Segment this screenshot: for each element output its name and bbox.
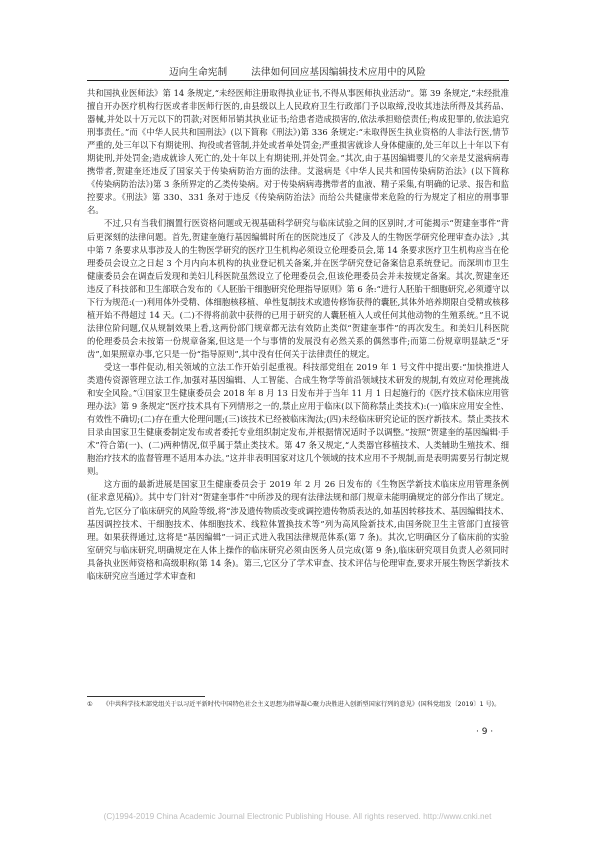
copyright-watermark: (C)1994-2019 China Academic Journal Electronic Publishing House. All rights reserved. http://www.cnki.net: [103, 812, 492, 821]
paragraph-1: 共和国执业医师法》第 14 条规定,“未经医师注册取得执业证书,不得从事医师执业活动”。第 39 条规定,“未经批准擅自开办医疗机构行医或者非医师行医的,由县级以上人民政府卫生行政部门予以取缔,没收其违法所得及其药品、器械,并处以十万元以下的罚款;对医师吊销其执业证书;给患者造成损害的,依法承担赔偿责任;构成犯罪的,依法追究刑事责任。”而《中华人民共和国刑法》(以下简称《刑法》)第 336 条规定:“未取得医生执业资格的人非法行医,情节严重的,处三年以下有期徒刑、拘役或者管制,并处或者单处罚金;严重损害就诊人身体健康的,处三年以上十年以下有期徒刑,并处罚金;造成就诊人死亡的,处十年以上有期徒刑,并处罚金。”其次,由于基因编辑婴儿的父亲是艾滋病病毒携带者,贺建奎还违反了国家关于传染病防治方面的法律。艾滋病是《中华人民共和国传染病防治法》(以下简称《传染病防治法》)第 3 条所界定的乙类传染病。对于传染病病毒携带者的血液、精子采集,有明确的记录、报告和监控要求。《刑法》第 330、331 条对于违反《传染病防治法》而给公共健康带来危险的行为规定了相应的刑事罪名。: [87, 88, 509, 216]
header-author: 迈向生命宪制: [169, 67, 228, 78]
page-number: · 9 ·: [476, 727, 494, 737]
footnote: [87, 700, 509, 711]
paragraph-3: 受这一事件促动,相关领域的立法工作开始引起重视。科技部党组在 2019 年 1 号文件中提出要:“加快推进人类遗传资源管理立法工作,加强对基因编辑、人工智能、合成生物学等前沿领域技术研发的规制,有效应对伦理挑战和安全风险。”①国家卫生健康委员会 2018 年 8 月 13 日发布并于当年 11 月 1 日起施行的《医疗技术临床应用管理办法》第 9 条规定“医疗技术具有下列情形之一的,禁止应用于临床(以下简称禁止类技术):(一)临床应用安全性、有效性不确切;(二)存在重大伦理问题;(三)该技术已经被临床淘汰;(四)未经临床研究论证的医疗新技术。禁止类技术目录由国家卫生健康委制定发布或者委托专业组织制定发布,并根据情况适时予以调整。”按照“贺建奎的基因编辑·手术”符合第(一)、(二)两种情况,似乎属于禁止类技术。第 47 条又规定,“人类器官移植技术、人类辅助生殖技术、细胞治疗技术的监督管理不适用本办法。”这并非表明国家对这几个领域的技术应用不予规制,而是表明需要另行制定规则。: [87, 361, 509, 477]
running-header: [0, 64, 595, 78]
header-rule: [87, 80, 509, 81]
footnote-rule: [87, 696, 205, 697]
footnote-marker: ①: [87, 701, 93, 708]
footnote-text: 《中共科学技术部党组关于以习近平新时代中国特色社会主义思想为指导凝心聚力决胜进入创新型国家行列的意见》(国科党组发〔2019〕1 号)。: [102, 701, 501, 708]
header-title: 法律如何回应基因编辑技术应用中的风险: [251, 67, 426, 78]
paragraph-2: 不过,只有当我们搁置行医资格问题或无视基础科学研究与临床试验之间的区别时,才可能揭示“贺建奎事件”背后更深刻的法律问题。首先,贺建奎施行基因编辑时所在的医院违反了《涉及人的生物医学研究伦理审查办法》,其中第 7 条要求从事涉及人的生物医学研究的医疗卫生机构必须设立伦理委员会,第 14 条要求医疗卫生机构应当在伦理委员会设立之日起 3 个月内向本机构的执业登记机关备案,并在医学研究登记备案信息系统登记。而深圳市卫生健康委员会在调查后发现和美妇儿科医院虽然设立了伦理委员会,但该伦理委员会并未按规定备案。其次,贺建奎还违反了科技部和卫生部联合发布的《人胚胎干细胞研究伦理指导原则》第 6 条:“进行人胚胎干细胞研究,必须遵守以下行为规范:(一)利用体外受精、体细胞核移植、单性复制技术或遗传修饰获得的囊胚,其体外培养期限自受精或核移植开始不得超过 14 天。(二)不得将前款中获得的已用于研究的人囊胚植入人或任何其他动物的生殖系统。”且不说法律位阶问题,仅从规制效果上看,这两份部门规章都无法有效防止类似“贺建奎事件”的再次发生。和美妇儿科医院的伦理委员会未按第一份规章备案,但这是一个与事情的发展没有必然关系的偶然事件;而第二份规章明显缺乏“牙齿”,如果照章办事,它只是一份“指导原则”,其中没有任何关于法律责任的规定。: [87, 218, 509, 359]
paragraph-4: 这方面的最新进展是国家卫生健康委员会于 2019 年 2 月 26 日发布的《生物医学新技术临床应用管理条例(征求意见稿)》。其中专门针对“贺建奎事件”中所涉及的现有法律法规和部门规章未能明确规定的部分作出了规定。首先,它区分了临床研究的风险等级,将“涉及遗传物质改变或调控遗传物质表达的,如基因转移技术、基因编辑技术、基因调控技术、干细胞技术、体细胞技术、线粒体置换技术等”列为高风险新技术,由国务院卫生主管部门直接管理。如果获得通过,这将是“基因编辑”一词正式进入我国法律规范体系(第 7 条)。其次,它明确区分了临床前的实验室研究与临床研究,明确规定在人体上操作的临床研究必须由医务人员完成(第 9 条),临床研究项目负责人必须同时具备执业医师资格和高级职称(第 14 条)。第三,它区分了学术审查、技术评估与伦理审查,要求开展生物医学新技术临床研究应当通过学术审查和: [87, 479, 509, 581]
article-body: [87, 87, 509, 583]
